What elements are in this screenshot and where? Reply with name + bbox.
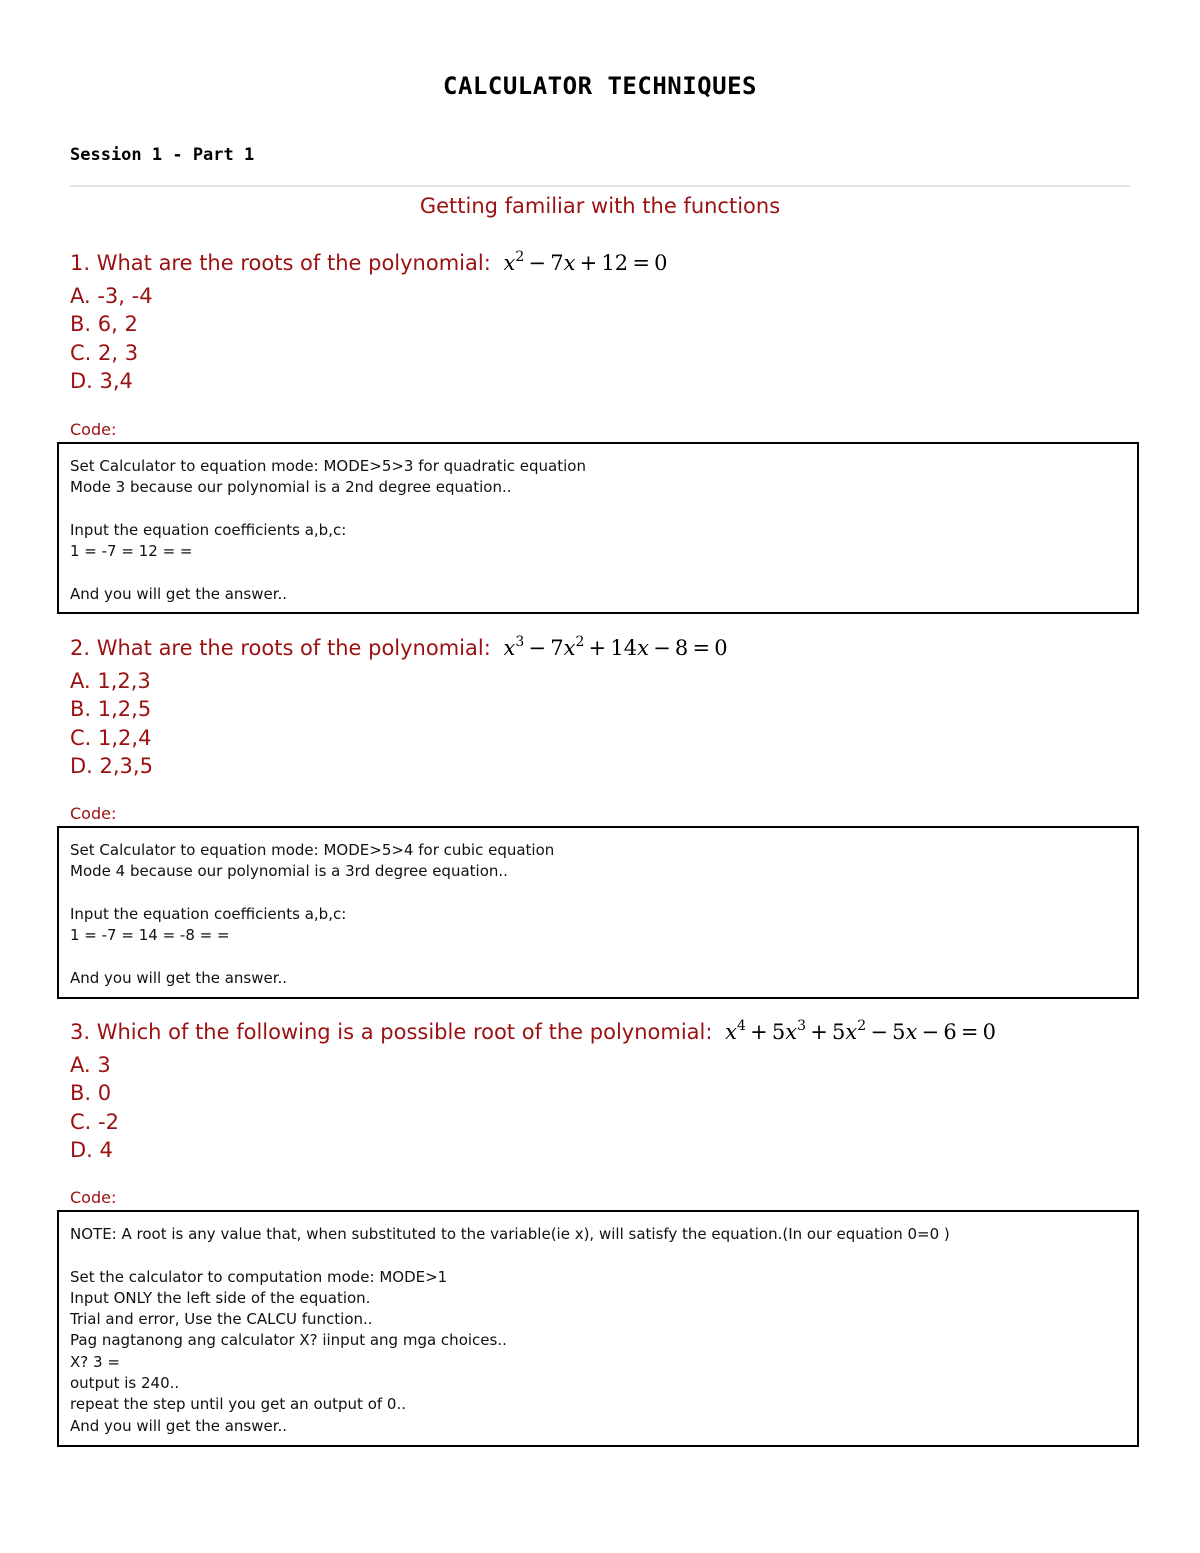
code-line: Set Calculator to equation mode: MODE>5>4 for cubic equation [70, 841, 555, 859]
code-label: Code: [70, 1188, 117, 1207]
code-line: And you will get the answer.. [70, 1416, 288, 1435]
choice-d: D. 2,3,5 [70, 753, 153, 778]
code-line: Mode 3 because our polynomial is a 2nd degree equation.. [70, 478, 512, 497]
divider [70, 185, 1130, 187]
choice-d: D. 4 [70, 1137, 113, 1162]
question-2-choices [70, 667, 153, 780]
section-subtitle: Getting familiar with the functions [419, 194, 781, 218]
choice-b: B. 6, 2 [70, 312, 138, 337]
code-label: Code: [70, 804, 117, 823]
code-line: Input ONLY the left side of the equation. [70, 1288, 371, 1307]
code-box-2 [57, 826, 1139, 999]
code-line: Set the calculator to computation mode: MODE>1 [70, 1267, 448, 1286]
code-line: Trial and error, Use the CALCU function.. [70, 1310, 373, 1329]
choice-a: A. 3 [70, 1053, 111, 1077]
code-line: NOTE: A root is any value that, when substituted to the variable(ie x), will satisfy the equation.(In our equation 0=0 ) [70, 1225, 950, 1243]
choice-c: C. 2, 3 [70, 340, 139, 365]
choice-c: C. 1,2,4 [70, 725, 152, 750]
code-line: repeat the step until you get an output of 0.. [70, 1395, 406, 1414]
question-3 [70, 1020, 996, 1044]
code-line [70, 946, 1125, 967]
question-1 [70, 251, 668, 275]
question-3-text: 3. Which of the following is a possible root of the polynomial: [70, 1020, 713, 1044]
choice-b: B. 1,2,5 [70, 697, 152, 722]
code-label: Code: [70, 420, 117, 439]
code-line [70, 1245, 1125, 1266]
question-3-choices [70, 1051, 119, 1164]
question-1-text: 1. What are the roots of the polynomial: [70, 251, 491, 275]
code-line: X? 3 = [70, 1352, 120, 1371]
choice-a: A. -3, -4 [70, 284, 153, 308]
code-line [70, 562, 1125, 583]
document-title: CALCULATOR TECHNIQUES [443, 72, 757, 100]
question-3-equation: $x^4 + 5x^3 + 5x^2 - 5x - 6 = 0$ [725, 1018, 997, 1044]
code-line: Mode 4 because our polynomial is a 3rd degree equation.. [70, 862, 508, 881]
code-line: 1 = -7 = 14 = -8 = = [70, 926, 230, 945]
code-line: Input the equation coefficients a,b,c: [70, 520, 347, 539]
code-line: Pag nagtanong ang calculator X? iinput ang mga choices.. [70, 1331, 507, 1350]
code-line: And you will get the answer.. [70, 584, 288, 603]
code-line: And you will get the answer.. [70, 968, 288, 987]
question-2-text: 2. What are the roots of the polynomial: [70, 636, 491, 660]
code-line: 1 = -7 = 12 = = [70, 542, 193, 561]
question-2-equation: $x^3 - 7x^2 + 14x - 8 = 0$ [503, 634, 728, 660]
question-1-choices [70, 282, 153, 395]
question-1-equation: $x^2 - 7x + 12 = 0$ [503, 249, 668, 275]
question-2 [70, 636, 728, 660]
code-line: output is 240.. [70, 1374, 180, 1393]
code-line [70, 499, 1125, 520]
code-box-1 [57, 442, 1139, 614]
choice-a: A. 1,2,3 [70, 669, 151, 693]
code-line: Input the equation coefficients a,b,c: [70, 904, 347, 923]
choice-b: B. 0 [70, 1081, 112, 1106]
session-heading: Session 1 - Part 1 [70, 145, 255, 165]
code-box-3 [57, 1210, 1139, 1447]
choice-c: C. -2 [70, 1109, 119, 1134]
code-line [70, 883, 1125, 904]
choice-d: D. 3,4 [70, 368, 133, 393]
code-line: Set Calculator to equation mode: MODE>5>3 for quadratic equation [70, 457, 586, 475]
